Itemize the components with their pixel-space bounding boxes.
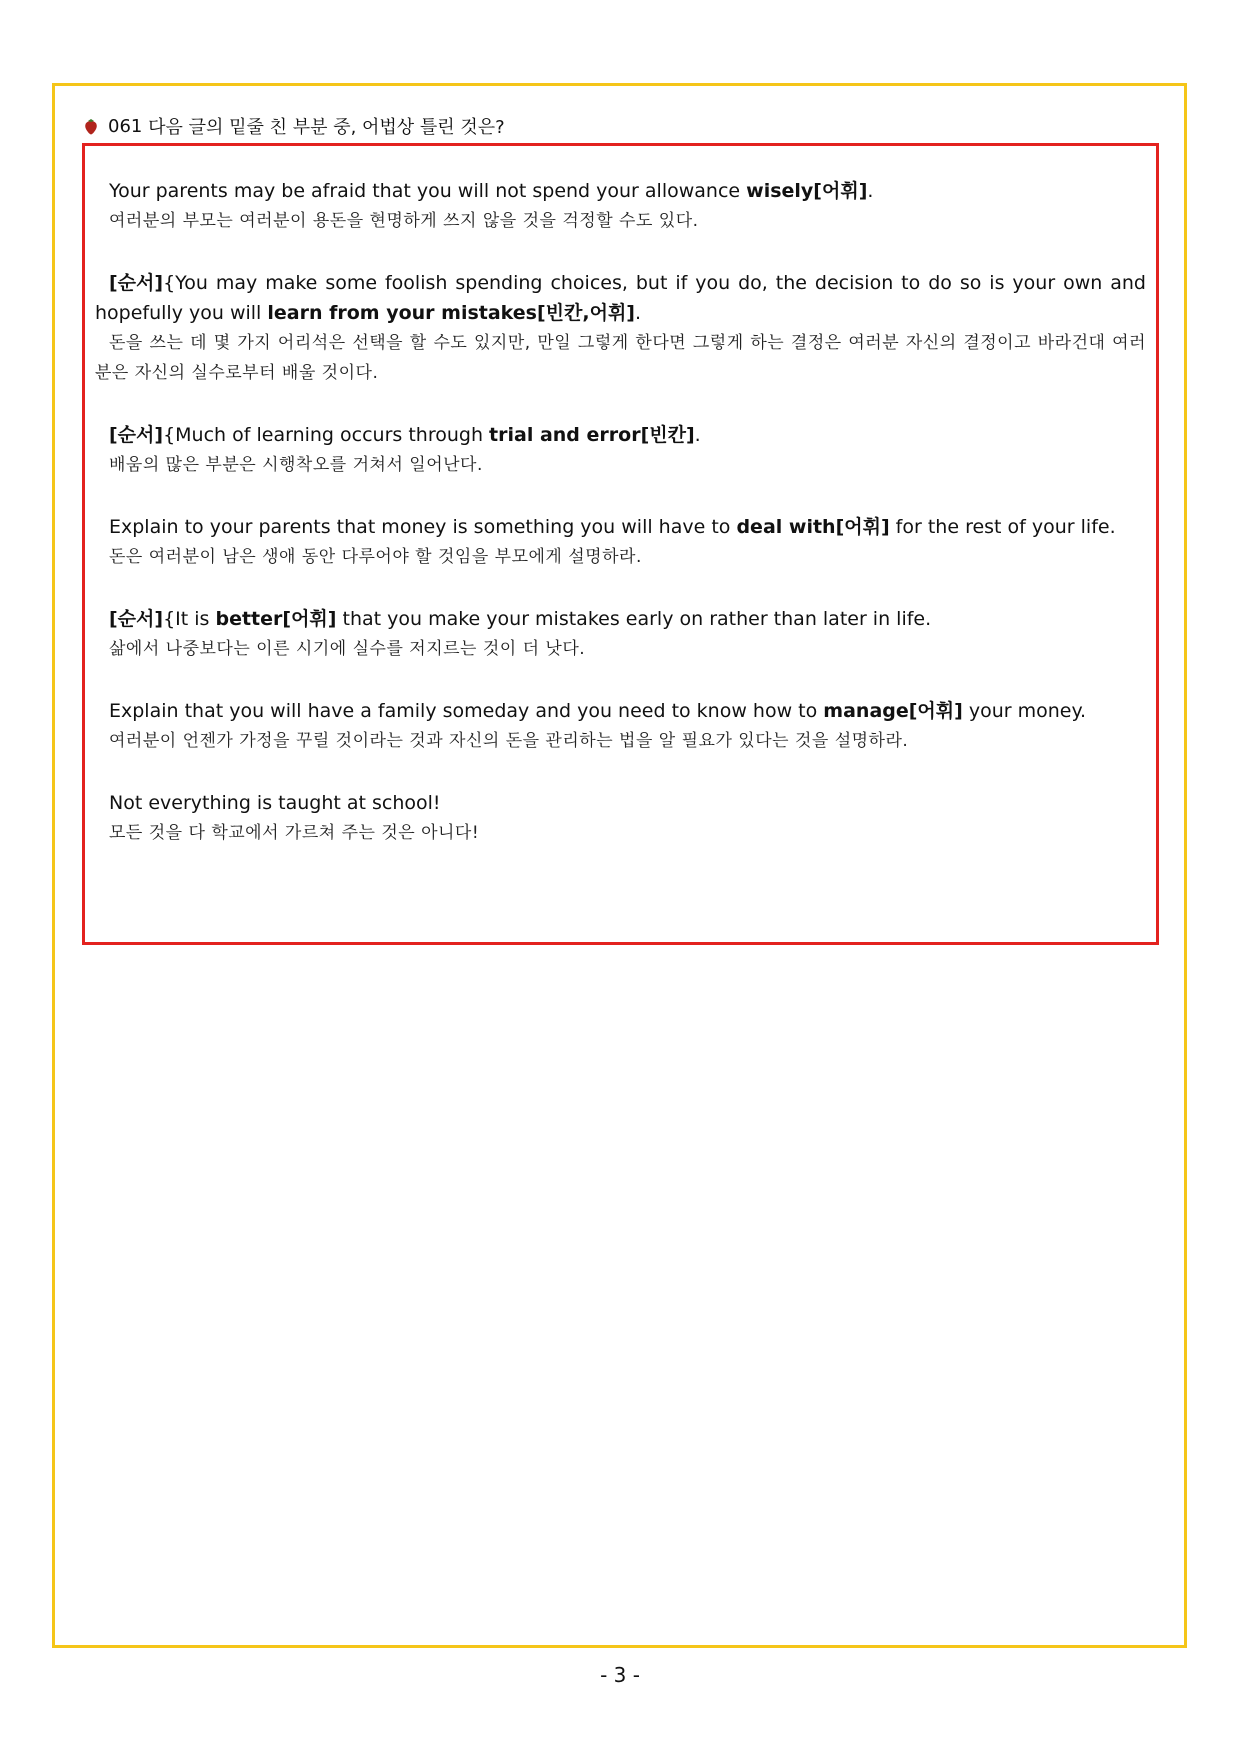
question-number: 061	[108, 115, 143, 137]
passage-paragraph	[95, 696, 1146, 756]
korean-translation: 배움의 많은 부분은 시행착오를 거쳐서 일어난다.	[109, 455, 483, 475]
strawberry-icon	[84, 118, 98, 135]
keyword: trial and error[빈칸]	[489, 424, 695, 446]
english-sentence: [순서]{It is better[어휘] that you make your mistakes early on rather than later in life.	[109, 608, 932, 630]
page-number: - 3 -	[600, 1663, 640, 1687]
passage-paragraph	[95, 512, 1146, 572]
korean-translation: 여러분이 언젠가 가정을 꾸릴 것이라는 것과 자신의 돈을 관리하는 법을 알 필요가 있다는 것을 설명하라.	[109, 731, 909, 751]
keyword: learn from your mistakes[빈칸,어휘]	[267, 302, 635, 324]
order-tag: [순서]	[109, 608, 164, 630]
english-sentence: [순서]{Much of learning occurs through trial and error[빈칸].	[109, 424, 701, 446]
keyword: better[어휘]	[215, 608, 337, 630]
korean-translation: 삶에서 나중보다는 이른 시기에 실수를 저지르는 것이 더 낫다.	[109, 639, 586, 659]
english-sentence: [순서]{You may make some foolish spending choices, but if you do, the decision to do so is your own and hopefully you will learn from your mistakes[빈칸,어휘].	[95, 272, 1146, 324]
order-tag: [순서]	[109, 272, 164, 294]
question-header	[84, 112, 505, 140]
english-sentence: Explain that you will have a family someday and you need to know how to manage[어휘] your money.	[109, 700, 1087, 722]
passage-paragraph	[95, 268, 1146, 388]
keyword: manage[어휘]	[823, 700, 963, 722]
passage-paragraph	[95, 788, 1146, 848]
keyword: wisely[어휘]	[746, 180, 868, 202]
english-sentence: Not everything is taught at school!	[109, 792, 441, 814]
korean-translation: 돈을 쓰는 데 몇 가지 어리석은 선택을 할 수도 있지만, 만일 그렇게 한다면 그렇게 하는 결정은 여러분 자신의 결정이고 바라건대 여러분은 자신의 실수로부터 배울 것이다.	[95, 333, 1146, 383]
korean-translation: 돈은 여러분이 남은 생애 동안 다루어야 할 것임을 부모에게 설명하라.	[109, 547, 642, 567]
korean-translation: 여러분의 부모는 여러분이 용돈을 현명하게 쓰지 않을 것을 걱정할 수도 있다.	[109, 211, 699, 231]
keyword: deal with[어휘]	[736, 516, 890, 538]
passage-box	[82, 143, 1159, 945]
passage-paragraph	[95, 604, 1146, 664]
passage-paragraph	[95, 176, 1146, 236]
question-prompt: 다음 글의 밑줄 친 부분 중, 어법상 틀린 것은?	[148, 117, 505, 138]
english-sentence: Your parents may be afraid that you will not spend your allowance wisely[어휘].	[109, 180, 874, 202]
korean-translation: 모든 것을 다 학교에서 가르쳐 주는 것은 아니다!	[109, 823, 480, 843]
passage-paragraph	[95, 420, 1146, 480]
order-tag: [순서]	[109, 424, 164, 446]
english-sentence: Explain to your parents that money is something you will have to deal with[어휘] for the rest of your life.	[109, 516, 1116, 538]
